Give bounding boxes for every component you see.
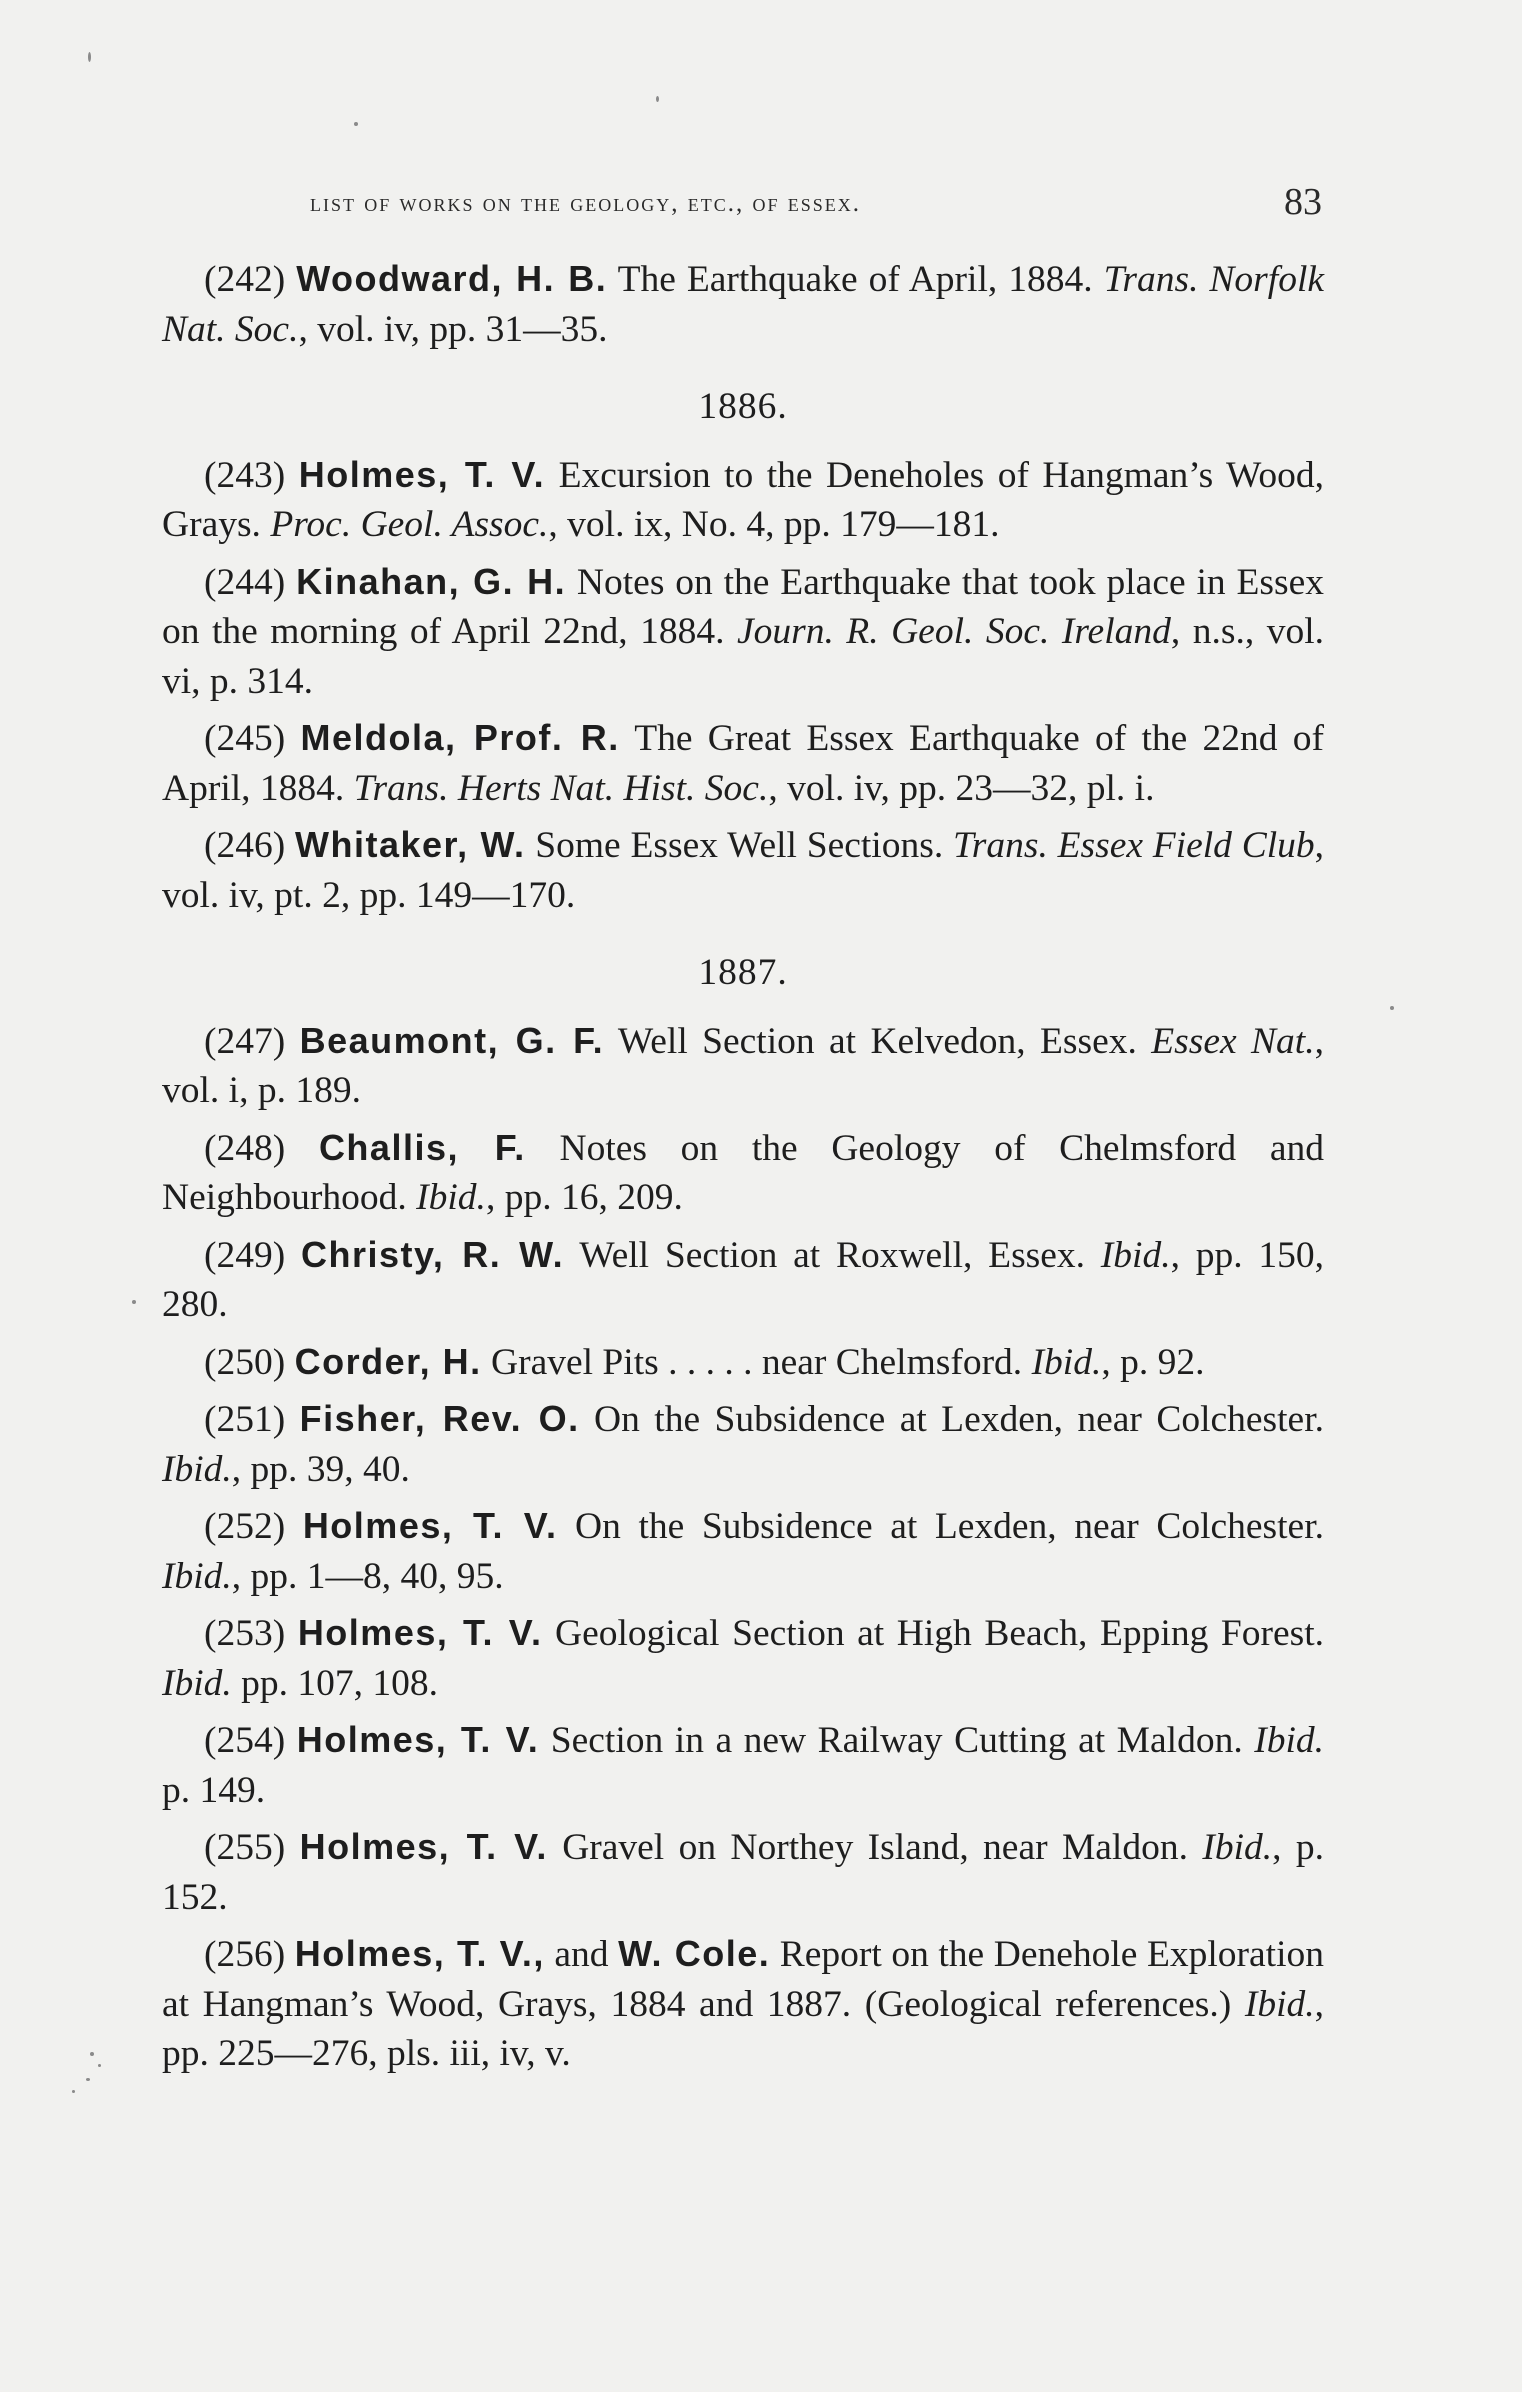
entry-text: , p. 152. <box>162 1827 1324 1918</box>
entry-number: (242) <box>204 259 286 300</box>
entry-text: , pp. 16, 209. <box>485 1177 683 1218</box>
entry-text: The Earthquake of April, 1884. <box>607 259 1104 300</box>
bibliography-entry <box>162 1822 1324 1922</box>
entry-journal: Ibid. <box>1254 1720 1325 1761</box>
entry-text: Geological Section at High Beach, Epping Forest. <box>542 1613 1325 1654</box>
entry-number: (244) <box>204 561 286 603</box>
entry-journal: Ibid. <box>162 1662 232 1704</box>
paper-speck <box>90 2052 94 2056</box>
entry-text: , p. 92. <box>1101 1341 1205 1383</box>
bibliography-entry <box>162 1501 1324 1601</box>
bibliography-entry <box>162 1608 1324 1708</box>
entry-journal: Ibid. <box>1202 1827 1273 1868</box>
entry-text: Gravel Pits . . . . . near Chelmsford. <box>481 1341 1032 1383</box>
paper-speck <box>1390 1006 1394 1010</box>
year-heading: 1887. <box>698 952 788 993</box>
bibliography-entry <box>162 820 1324 920</box>
paper-speck <box>354 122 358 126</box>
entry-text: Well Section at Roxwell, Essex. <box>564 1234 1101 1276</box>
entry-number: (243) <box>204 454 286 496</box>
entry-journal: Trans. Essex Field Club <box>952 825 1315 866</box>
entry-text: , pp. 39, 40. <box>231 1448 410 1490</box>
entry-text: Gravel on Northey Island, near Maldon. <box>547 1827 1203 1868</box>
bibliography-entry <box>162 1123 1324 1223</box>
entry-journal: Proc. Geol. Assoc. <box>270 504 549 545</box>
entry-journal: Ibid. <box>162 1448 232 1490</box>
entry-number: (246) <box>204 825 286 866</box>
entry-number: (255) <box>204 1827 286 1868</box>
entry-text: p. 149. <box>162 1769 266 1811</box>
entry-author: Holmes, T. V. <box>298 453 546 495</box>
paper-speck <box>72 2090 75 2093</box>
entry-journal: Essex Nat. <box>1151 1020 1315 1062</box>
entry-text: Well Section at Kelvedon, Essex. <box>604 1020 1152 1062</box>
entry-text: , vol. ix, No. 4, pp. 179—181. <box>548 504 1000 545</box>
entry-number: (256) <box>204 1934 286 1975</box>
entry-author: Christy, R. W. <box>301 1233 565 1275</box>
bibliography-entry <box>162 557 1324 707</box>
entry-number: (250) <box>204 1341 286 1383</box>
running-head <box>162 178 1322 238</box>
entry-text: The Great Essex Earthquake of the 22nd of April, 1884. <box>162 718 1325 809</box>
entry-number: (245) <box>204 718 286 759</box>
paper-speck <box>86 2078 90 2081</box>
entry-author: Holmes, T. V. <box>299 1826 548 1867</box>
bibliography-entry <box>162 1337 1324 1388</box>
entry-author: Holmes, T. V. <box>296 1719 540 1760</box>
entry-author: Holmes, T. V. <box>302 1505 558 1546</box>
entry-number: (251) <box>204 1399 286 1440</box>
entry-author: Holmes, T. V., <box>294 1933 545 1974</box>
entry-journal: Trans. Herts Nat. Hist. Soc. <box>353 767 769 809</box>
bibliography-entry <box>162 254 1324 354</box>
author-conjunction: and <box>544 1934 619 1975</box>
entry-number: (254) <box>204 1720 286 1761</box>
entry-journal: Ibid. <box>1031 1341 1102 1383</box>
entry-journal: Ibid. <box>416 1177 486 1218</box>
bibliography-entry <box>162 1715 1324 1815</box>
entry-text: Report on the Denehole Exploration at Hangman’s Wood, Grays, 1884 and 1887. (Geological references.) <box>162 1934 1324 2025</box>
entry-author: Fisher, Rev. O. <box>299 1398 580 1439</box>
entry-author: Kinahan, G. H. <box>296 560 567 602</box>
entry-text: On the Subsidence at Lexden, near Colchester. <box>579 1399 1324 1440</box>
entry-text: , vol. i, p. 189. <box>162 1020 1324 1111</box>
bibliography-entry <box>162 1929 1324 2079</box>
bibliography-entry <box>162 1016 1324 1116</box>
entry-text: , vol. iv, pp. 31—35. <box>298 308 608 350</box>
entry-text: , pp. 225—276, pls. iii, iv, v. <box>162 1983 1324 2074</box>
paper-speck <box>656 96 659 102</box>
entry-journal: Ibid. <box>1244 1983 1315 2025</box>
entry-number: (252) <box>204 1506 286 1547</box>
entry-author: Challis, F. <box>318 1126 526 1168</box>
page-number: 83 <box>1284 181 1322 223</box>
entry-number: (253) <box>204 1613 286 1654</box>
entry-author: Holmes, T. V. <box>297 1612 543 1653</box>
entry-text: , vol. iv, pp. 23—32, pl. i. <box>768 767 1155 809</box>
entry-number: (247) <box>204 1020 286 1062</box>
bibliography-list <box>162 254 1324 2086</box>
entry-number: (249) <box>204 1234 286 1276</box>
entry-text: Notes on the Earthquake that took place in Essex on the morning of April 22nd, 1884. <box>162 561 1324 652</box>
entry-text: pp. 107, 108. <box>231 1662 439 1704</box>
entry-journal: Trans. Norfolk Nat. Soc. <box>162 259 1325 350</box>
entry-journal: Ibid. <box>1100 1234 1171 1276</box>
paper-speck <box>98 2064 101 2067</box>
entry-text: , pp. 150, 280. <box>162 1234 1324 1325</box>
bibliography-entry <box>162 713 1324 813</box>
entry-text: Some Essex Well Sections. <box>525 825 953 866</box>
bibliography-entry <box>162 1230 1324 1330</box>
entry-author: Whitaker, W. <box>295 824 526 865</box>
entry-author: Meldola, Prof. R. <box>300 717 620 758</box>
entry-number: (248) <box>204 1127 286 1169</box>
entry-text: Excursion to the Deneholes of Hangman’s Wood, Grays. <box>162 454 1325 545</box>
year-heading: 1886. <box>698 386 788 427</box>
entry-text: Section in a new Railway Cutting at Maldon. <box>539 1720 1255 1761</box>
entry-journal: Ibid. <box>162 1555 232 1597</box>
entry-journal: Journ. R. Geol. Soc. Ireland <box>736 611 1171 652</box>
entry-text: Notes on the Geology of Chelmsford and Neighbourhood. <box>162 1127 1325 1218</box>
entry-author: Beaumont, G. F. <box>299 1019 605 1061</box>
entry-text: , pp. 1—8, 40, 95. <box>231 1555 504 1597</box>
paper-speck <box>88 52 91 62</box>
entry-text: On the Subsidence at Lexden, near Colchester. <box>557 1506 1324 1547</box>
entry-coauthor: W. Cole. <box>618 1933 771 1974</box>
paper-speck <box>132 1300 136 1304</box>
bibliography-entry <box>162 450 1324 550</box>
bibliography-entry <box>162 1394 1324 1494</box>
entry-author: Woodward, H. B. <box>296 258 608 299</box>
entry-text: , vol. iv, pt. 2, pp. 149—170. <box>162 825 1325 916</box>
entry-text: , n.s., vol. vi, p. 314. <box>162 611 1325 702</box>
entry-author: Corder, H. <box>294 1340 482 1382</box>
running-title: list of works on the geology, etc., of essex. <box>310 190 861 217</box>
